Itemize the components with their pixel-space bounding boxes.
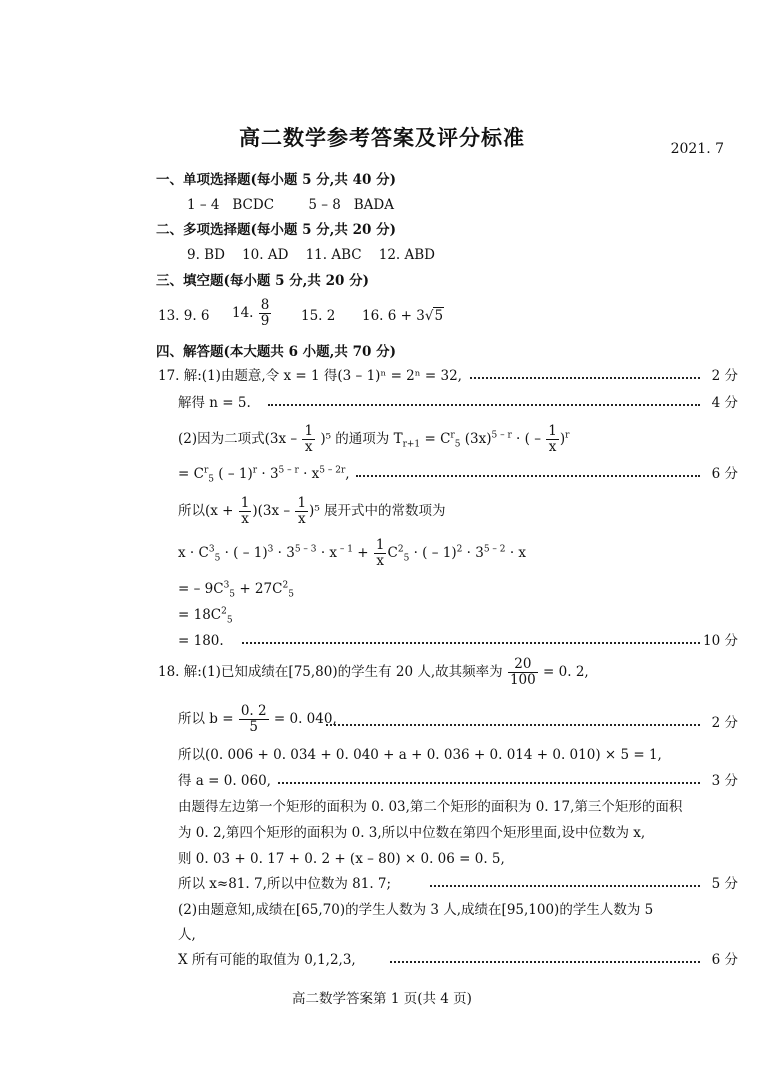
page-footer: 高二数学答案第 1 页(共 4 页) [292, 991, 472, 1007]
page-title: 高二数学参考答案及评分标准 [239, 125, 525, 150]
q17-line-5 [178, 496, 446, 532]
text-segment: (3x) [464, 431, 492, 447]
superscript: 3 [267, 544, 274, 555]
text-segment: )⁵ 展开式中的常数项为 [309, 503, 446, 519]
score-q17-1: 2 分 [711, 368, 738, 384]
fraction-0.2-5 [239, 704, 269, 735]
fraction-denominator: x [304, 439, 313, 455]
answer-16 [362, 307, 444, 325]
text-segment: · ( – 1) [413, 545, 457, 561]
superscript: 5 – 2r [319, 465, 346, 476]
fraction-denominator: 5 [249, 719, 259, 735]
superscript: r [565, 430, 570, 441]
q18-line-11: X 所有可能的取值为 0,1,2,3, [178, 952, 356, 968]
subscript: 5 [208, 474, 214, 485]
text-segment: 18. 解:(1)已知成绩在[75,80)的学生有 20 人,故其频率为 [158, 664, 503, 680]
superscript: 2 [456, 544, 463, 555]
leader-dots [470, 376, 700, 379]
score-q18-4: 6 分 [711, 952, 738, 968]
fraction-1-over-x [546, 424, 559, 455]
fraction-numerator: 1 [548, 423, 557, 439]
fraction-denominator: 100 [509, 672, 536, 688]
text-segment: = 18C [178, 607, 222, 623]
fraction-numerator: 8 [260, 297, 270, 313]
fraction-denominator: x [376, 553, 384, 569]
superscript: 2 [282, 580, 289, 591]
text-segment: · x [303, 466, 320, 482]
leader-dots [356, 474, 700, 477]
text-segment: · x [509, 545, 527, 561]
q18-line-4: 得 a = 0. 060, [178, 773, 271, 789]
superscript: r [203, 465, 209, 476]
q18-line-1 [158, 657, 589, 693]
section-heading-solutions: 四、解答题(本大题共 6 小题,共 70 分) [156, 344, 396, 360]
section-heading-single-choice: 一、单项选择题(每小题 5 分,共 40 分) [156, 172, 396, 188]
superscript: 5 – r [491, 430, 512, 441]
text-segment: ) [559, 431, 566, 447]
date-label: 2021. 7 [670, 141, 724, 157]
superscript: 3 [223, 580, 230, 591]
superscript: r [252, 465, 258, 476]
q17-line-9: = 180. [178, 633, 224, 649]
text-segment: x · C [178, 545, 209, 561]
superscript: 3 [208, 544, 215, 555]
text-segment: · 3 [466, 545, 484, 561]
fraction-denominator: 9 [260, 313, 270, 329]
q18-line-2 [178, 704, 337, 740]
text-segment: = 0. 040, [273, 711, 337, 727]
fraction-denominator: x [297, 511, 306, 527]
subscript: 5 [229, 589, 236, 600]
fraction-8-9 [259, 298, 272, 329]
fraction-numerator: 1 [240, 495, 250, 511]
section-heading-fill-blank: 三、填空题(每小题 5 分,共 20 分) [156, 273, 369, 289]
text-segment: + [357, 545, 369, 561]
text-segment: · x [320, 545, 338, 561]
q17-line-7 [178, 580, 294, 598]
fraction-numerator: 1 [297, 495, 307, 511]
fraction-1-over-x [239, 496, 252, 527]
multi-choice-answers: 9. BD 10. AD 11. ABC 12. ABD [187, 247, 436, 263]
superscript: 2 [221, 606, 227, 617]
text-segment: = – 9C [178, 581, 224, 597]
fraction-1-over-x [302, 424, 315, 455]
fraction-numerator: 1 [375, 537, 385, 553]
fraction-denominator: x [548, 439, 557, 455]
single-choice-answers: 1 – 4 BCDC 5 – 8 BADA [187, 197, 394, 213]
subscript: 5 [226, 615, 233, 626]
answer-13: 13. 9. 6 [158, 308, 210, 324]
q17-line-3 [178, 424, 569, 460]
fraction-denominator: x [241, 511, 249, 527]
text-segment: · 3 [277, 545, 295, 561]
text-segment: , [345, 466, 350, 482]
q17-line-4 [178, 465, 350, 483]
answer-15: 15. 2 [301, 308, 336, 324]
answer-14 [232, 298, 272, 329]
leader-dots [278, 781, 700, 784]
leader-dots [430, 884, 700, 887]
text-segment: = 0. 2, [543, 664, 589, 680]
text-segment: )⁵ 的通项为 T [320, 431, 403, 447]
superscript: r [450, 430, 455, 441]
leader-dots [390, 960, 700, 963]
answer-14-prefix: 14. [232, 305, 254, 321]
q17-line-2: 解得 n = 5. [178, 395, 251, 411]
superscript: 2 [397, 544, 404, 555]
text-segment: · 3 [261, 466, 279, 482]
answer-16-prefix: 16. 6 + 3 [362, 308, 425, 324]
sqrt-radicand: 5 [434, 308, 444, 324]
leader-dots [326, 723, 700, 726]
q17-line-6 [178, 538, 526, 574]
q17-line-8 [178, 606, 233, 624]
q18-line-7: 则 0. 03 + 0. 17 + 0. 2 + (x – 80) × 0. 06 = 0. 5, [178, 851, 505, 867]
fraction-1-over-x [295, 496, 308, 527]
score-q18-1: 2 分 [711, 715, 738, 731]
q18-line-3: 所以(0. 006 + 0. 034 + 0. 040 + a + 0. 036 + 0. 014 + 0. 010) × 5 = 1, [178, 747, 662, 763]
text-segment: + 27C [239, 581, 283, 597]
subscript: 5 [454, 439, 461, 450]
subscript: 5 [403, 553, 410, 564]
text-segment: · ( – [516, 431, 541, 447]
score-q17-3: 6 分 [711, 466, 738, 482]
q18-line-10: 人, [178, 927, 196, 943]
fraction-1-over-x [374, 538, 387, 569]
superscript: 5 – 2 [483, 544, 506, 555]
text-segment: ( – 1) [218, 466, 253, 482]
q18-line-9: (2)由题意知,成绩在[65,70)的学生人数为 3 人,成绩在[95,100)的学生人数为 5 [178, 902, 654, 918]
subscript: 5 [288, 589, 294, 600]
leader-dots [268, 403, 700, 406]
q18-line-6: 为 0. 2,第四个矩形的面积为 0. 3,所以中位数在第四个矩形里面,设中位数为 x, [178, 825, 646, 841]
fraction-numerator: 1 [304, 423, 314, 439]
text-segment: = C [424, 431, 451, 447]
text-segment: (2)因为二项式(3x – [178, 431, 298, 447]
score-q18-2: 3 分 [711, 773, 738, 789]
q18-line-8: 所以 x≈81. 7,所以中位数为 81. 7; [178, 876, 392, 892]
score-q18-3: 5 分 [711, 876, 738, 892]
q18-line-5: 由题得左边第一个矩形的面积为 0. 03,第二个矩形的面积为 0. 17,第三个矩形的面积 [178, 799, 683, 815]
fraction-numerator: 20 [508, 657, 538, 673]
text-segment: C [387, 545, 398, 561]
text-segment: 所以 b = [178, 711, 234, 727]
superscript: 5 – 3 [294, 544, 317, 555]
text-segment: )(3x – [252, 503, 291, 519]
leader-dots [242, 641, 700, 644]
subscript: 5 [214, 553, 221, 564]
text-segment: = C [178, 466, 204, 482]
score-q17-2: 4 分 [711, 395, 738, 411]
subscript: r+1 [402, 439, 421, 450]
q17-line-1: 17. 解:(1)由题意,令 x = 1 得(3 – 1)ⁿ = 2ⁿ = 32, [158, 368, 462, 384]
text-segment: 所以(x + [178, 503, 234, 519]
superscript: 5 – r [278, 465, 299, 476]
superscript: – 1 [337, 544, 353, 555]
fraction-numerator: 0. 2 [240, 703, 267, 719]
score-q17-4: 10 分 [703, 633, 738, 649]
text-segment: · ( – 1) [224, 545, 268, 561]
fraction-20-100 [508, 657, 538, 688]
section-heading-multi-choice: 二、多项选择题(每小题 5 分,共 20 分) [156, 222, 396, 238]
sqrt-symbol: √ [424, 308, 434, 324]
